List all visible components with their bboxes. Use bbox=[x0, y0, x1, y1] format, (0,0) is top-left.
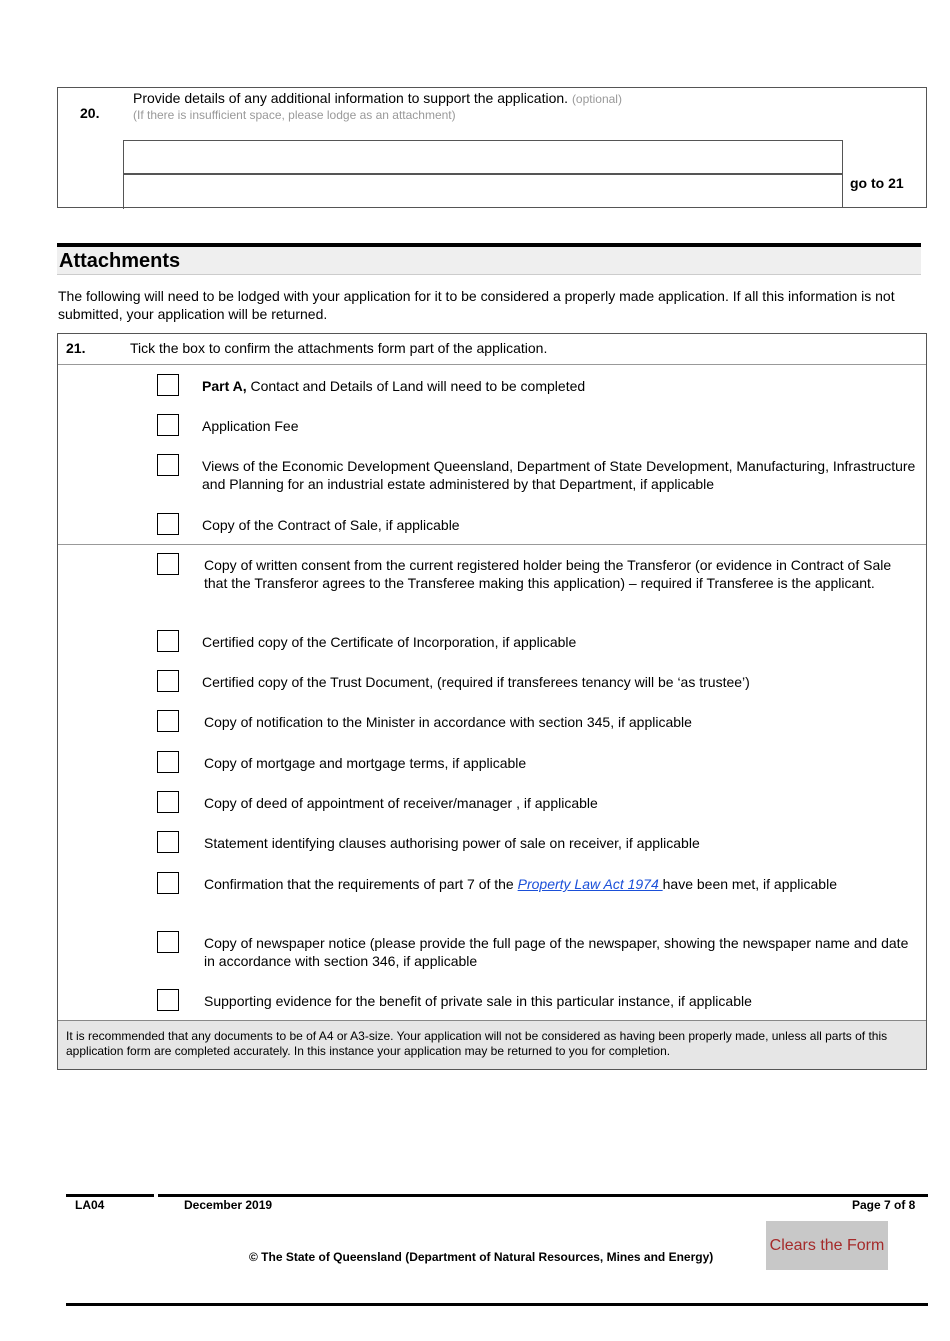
clear-form-button[interactable]: Clears the Form bbox=[766, 1221, 888, 1270]
attachment-item-label: Part A, Contact and Details of Land will need to be completed bbox=[202, 378, 586, 394]
checkbox[interactable] bbox=[157, 374, 179, 396]
question-20-box bbox=[57, 87, 927, 208]
checkbox[interactable] bbox=[157, 931, 179, 953]
checkbox[interactable] bbox=[157, 414, 179, 436]
additional-info-line-2[interactable] bbox=[123, 174, 843, 208]
additional-info-line-1[interactable] bbox=[123, 140, 843, 174]
attachment-item-label: Application Fee bbox=[202, 418, 299, 434]
question-21-number: 21. bbox=[66, 340, 86, 356]
attachment-item-label: Copy of notification to the Minister in accordance with section 345, if applicable bbox=[204, 714, 692, 730]
footer-rule bbox=[158, 1194, 928, 1197]
attachment-item-label: Copy of deed of appointment of receiver/manager , if applicable bbox=[204, 795, 598, 811]
checkbox[interactable] bbox=[157, 553, 179, 575]
checkbox[interactable] bbox=[157, 454, 179, 476]
attachment-item-label: Copy of written consent from the current registered holder being the Transferor (or evidence in Contract of Sale that the Transferor agrees to the Transferee making this application) – required if Transferee is the applicant. bbox=[204, 557, 892, 591]
checkbox[interactable] bbox=[157, 670, 179, 692]
attachment-item-label: Copy of mortgage and mortgage terms, if applicable bbox=[204, 755, 527, 771]
question-20-number: 20. bbox=[80, 105, 100, 121]
attachment-item-label: Certified copy of the Trust Document, (required if transferees tenancy will be ‘as trustee’) bbox=[202, 674, 750, 690]
checkbox[interactable] bbox=[157, 791, 179, 813]
form-code: LA04 bbox=[75, 1198, 105, 1212]
copyright: © The State of Queensland (Department of Natural Resources, Mines and Energy) bbox=[249, 1250, 714, 1264]
checkbox[interactable] bbox=[157, 751, 179, 773]
attachment-item-label: Confirmation that the requirements of part 7 of the Property Law Act 1974 have been met, if applicable bbox=[204, 876, 837, 892]
question-20-text bbox=[133, 90, 622, 106]
checkbox[interactable] bbox=[157, 513, 179, 535]
checkbox[interactable] bbox=[157, 872, 179, 894]
attachment-item-label: Copy of the Contract of Sale, if applicable bbox=[202, 517, 460, 533]
checkbox[interactable] bbox=[157, 831, 179, 853]
checkbox[interactable] bbox=[157, 630, 179, 652]
attachment-item-label: Supporting evidence for the benefit of private sale in this particular instance, if applicable bbox=[204, 993, 752, 1009]
checkbox[interactable] bbox=[157, 989, 179, 1011]
question-21-box bbox=[57, 333, 927, 1070]
optional-hint: (optional) bbox=[571, 92, 622, 106]
question-20-note: (If there is insufficient space, please lodge as an attachment) bbox=[133, 108, 456, 122]
form-date: December 2019 bbox=[184, 1198, 273, 1212]
page-number: Page 7 of 8 bbox=[852, 1198, 916, 1212]
attachments-footnote: It is recommended that any documents to be of A4 or A3-size. Your application will not be considered as having been properly made, unless all parts of this application form are completed accurately. In this instance your application may be returned to you for completion. bbox=[58, 1020, 926, 1069]
question-21-text: Tick the box to confirm the attachments form part of the application. bbox=[130, 340, 548, 356]
property-law-act-link[interactable]: Property Law Act 1974 bbox=[517, 876, 663, 892]
footer-bottom-rule bbox=[66, 1303, 928, 1306]
attachment-item-label: Statement identifying clauses authorising power of sale on receiver, if applicable bbox=[204, 835, 700, 851]
attachments-heading: Attachments bbox=[57, 247, 921, 275]
attachment-item-label: Views of the Economic Development Queensland, Department of State Development, Manufacturing, Infrastructure and Planning for an industrial estate administered by that Department, if applicable bbox=[202, 458, 916, 492]
question-20-label: Provide details of any additional information to support the application. bbox=[133, 90, 569, 106]
attachments-intro: The following will need to be lodged with your application for it to be considered a properly made application. If all this information is not submitted, your application will be returned. bbox=[58, 288, 895, 322]
divider bbox=[58, 544, 926, 545]
checkbox[interactable] bbox=[157, 710, 179, 732]
divider bbox=[58, 364, 926, 365]
go-to-21: go to 21 bbox=[850, 175, 904, 191]
attachment-item-label: Copy of newspaper notice (please provide the full page of the newspaper, showing the newspaper name and date in accordance with section 346, if applicable bbox=[204, 935, 909, 969]
footer-rule bbox=[66, 1194, 154, 1197]
attachment-item-label: Certified copy of the Certificate of Incorporation, if applicable bbox=[202, 634, 577, 650]
